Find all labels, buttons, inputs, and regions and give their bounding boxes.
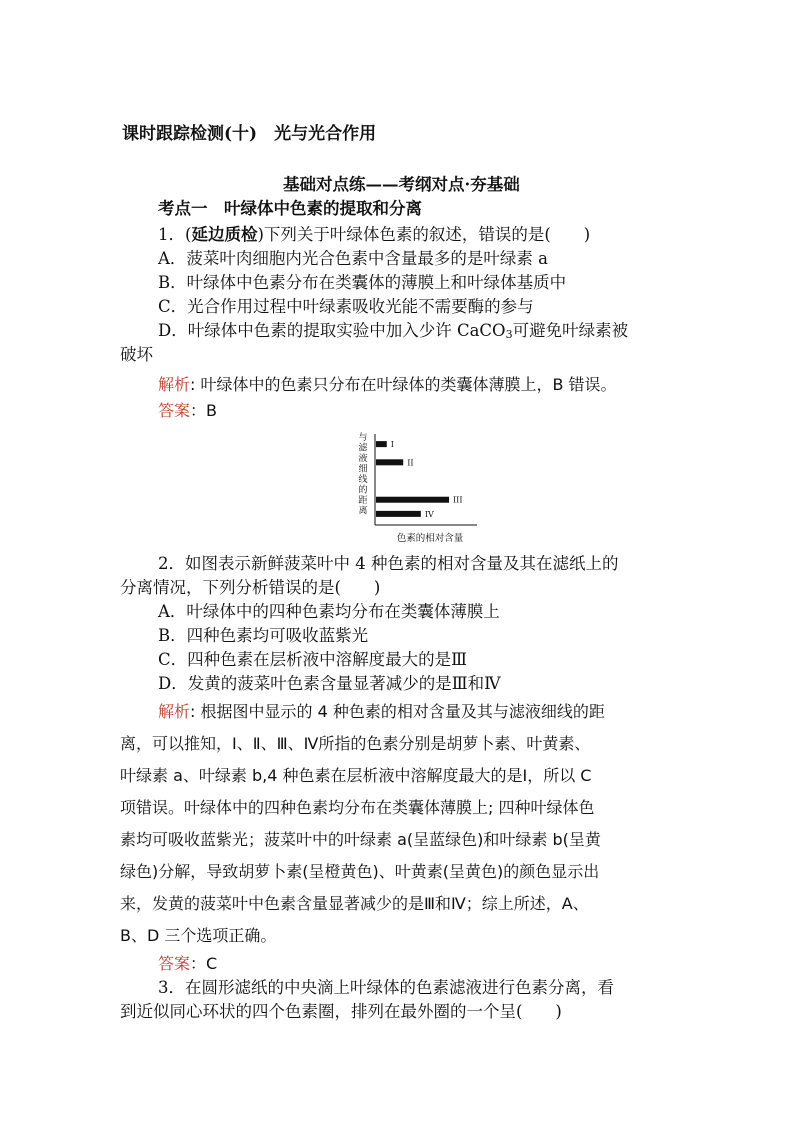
q1-stem-text: )下列关于叶绿体色素的叙述，错误的是( ) — [257, 225, 591, 244]
bar-label-4: IV — [424, 509, 434, 519]
q1-option-d-cont: 破坏 — [120, 345, 153, 364]
q1-stem — [158, 224, 718, 246]
bar-1 — [376, 441, 387, 447]
q2-option-b: B．四种色素均可吸收蓝紫光 — [158, 626, 369, 645]
q2-option-a: A．叶绿体中的四种色素均分布在类囊体薄膜上 — [158, 602, 500, 621]
q1-source: 延边质检 — [191, 225, 258, 244]
q2-analysis-line-7: 来，发黄的菠菜叶中色素含量显著减少的是Ⅲ和Ⅳ；综上所述，A、 — [120, 894, 589, 913]
q2-analysis-line-2: 离，可以推知，Ⅰ、Ⅱ、Ⅲ、Ⅳ所指的色素分别是胡萝卜素、叶黄素、 — [120, 734, 591, 753]
bar-4 — [376, 511, 421, 517]
q2-stem-1: 2．如图表示新鲜菠菜叶中 4 种色素的相对含量及其在滤纸上的 — [158, 554, 619, 573]
q1-option-d-text-2: 可避免叶绿素被 — [512, 321, 629, 340]
bar-3 — [376, 497, 449, 503]
x-axis-label: 色素的相对含量 — [396, 533, 464, 544]
topic-heading: 考点一 叶绿体中色素的提取和分离 — [158, 199, 422, 218]
q2-analysis-label: 解析 — [158, 702, 191, 721]
q1-option-d-subscript: 3 — [505, 328, 513, 341]
q2-analysis-line-5: 素均可吸收蓝紫光；菠菜叶中的叶绿素 a(呈蓝绿色)和叶绿素 b(呈黄 — [120, 830, 601, 849]
bar-2 — [376, 459, 403, 465]
q2-analysis-line-4: 项错误。叶绿体中的四种色素均分布在类囊体薄膜上; 四种叶绿体色 — [120, 798, 595, 817]
q2-analysis-line-8: B、D 三个选项正确。 — [120, 926, 277, 945]
page-title: 课时跟踪检测(十) 光与光合作用 — [122, 124, 377, 144]
bar-label-3: III — [453, 495, 463, 505]
q2-analysis-line-6: 绿色)分解，导致胡萝卜素(呈橙黄色)、叶黄素(呈黄色)的颜色显示出 — [120, 862, 600, 881]
q1-answer-label: 答案 — [158, 401, 191, 420]
q1-answer — [158, 400, 718, 422]
q3-stem-2: 到近似同心环状的四个色素圈，排列在最外圈的一个呈( ) — [120, 1002, 562, 1021]
q2-analysis-text-1: : 根据图中显示的 4 种色素的相对含量及其与滤液细线的距 — [190, 702, 605, 721]
bar-label-2: II — [407, 458, 414, 468]
q1-number: 1．( — [158, 225, 192, 244]
y-axis-label: 与滤液细线的距离 — [358, 433, 368, 517]
q2-option-c: C．四种色素在层析液中溶解度最大的是Ⅲ — [158, 650, 468, 669]
q2-analysis-line-1 — [158, 701, 718, 723]
q1-option-b: B．叶绿体中色素分布在类囊体的薄膜上和叶绿体基质中 — [158, 273, 567, 292]
q2-option-d: D．发黄的菠菜叶色素含量显著减少的是Ⅲ和Ⅳ — [158, 674, 501, 693]
q2-answer-text: ：C — [190, 954, 218, 973]
q2-analysis-line-3: 叶绿素 a、叶绿素 b,4 种色素在层析液中溶解度最大的是Ⅰ，所以 C — [120, 766, 592, 785]
q1-analysis-text: : 叶绿体中的色素只分布在叶绿体的类囊体薄膜上，B 错误。 — [190, 375, 617, 394]
q1-analysis-label: 解析 — [158, 375, 191, 394]
bar-label-1: I — [390, 440, 394, 450]
q1-option-c: C．光合作用过程中叶绿素吸收光能不需要酶的参与 — [158, 297, 534, 316]
q1-option-d — [158, 320, 718, 342]
q2-stem-2: 分离情况，下列分析错误的是( ) — [120, 578, 381, 597]
q1-answer-text: ：B — [190, 401, 217, 420]
q1-option-d-text: D．叶绿体中色素的提取实验中加入少许 CaCO — [158, 321, 506, 340]
q3-stem-1: 3．在圆形滤纸的中央滴上叶绿体的色素滤液进行色素分离，看 — [158, 978, 614, 997]
section-heading: 基础对点练——考纲对点·夯基础 — [283, 175, 520, 194]
q1-option-a: A．菠菜叶肉细胞内光合色素中含量最多的是叶绿素 a — [158, 249, 548, 268]
q2-answer-label: 答案 — [158, 954, 191, 973]
q1-analysis — [158, 374, 718, 396]
q2-answer — [158, 953, 718, 975]
pigment-chart — [355, 432, 480, 546]
